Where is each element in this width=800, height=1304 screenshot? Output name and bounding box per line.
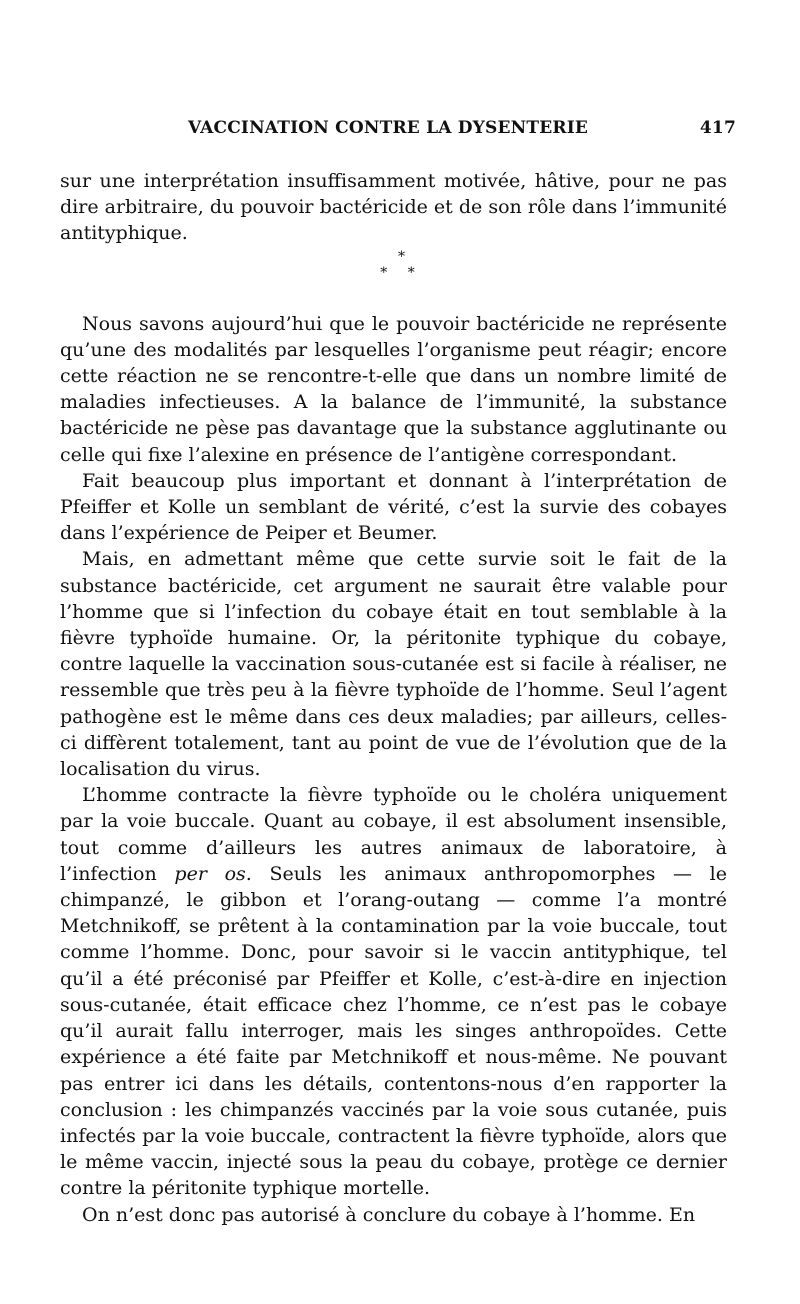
paragraph-2: Nous savons aujourd’hui que le pouvoir bactéricide ne représente qu’une des modalités par lesquelles l’organisme peut réagir; encore cette réaction ne se rencontre-t-elle que dans un nombre limité de maladies infectieuses. A la balance de l’immunité, la substance bactéricide ne pèse pas davantage que la substance agglutinante ou celle qui fixe l’alexine en présence de l’antigène correspondant. <box>60 312 727 466</box>
running-title: VACCINATION CONTRE LA DYSENTERIE <box>188 118 589 138</box>
separator-stars-bottom: * * <box>380 264 423 281</box>
paragraph-3: Fait beaucoup plus important et donnant à l’interprétation de Pfeiffer et Kolle un semblant de vérité, c’est la survie des cobayes dans l’expérience de Peiper et Beumer. <box>60 469 727 545</box>
page-number: 417 <box>699 118 736 138</box>
running-header <box>60 118 740 144</box>
separator-star-top: * <box>398 248 405 265</box>
paragraph-5-italic: per os <box>174 862 246 885</box>
paragraph-4: Mais, en admettant même que cette survie soit le fait de la substance bactéricide, cet argument ne saurait être valable pour l’homme que si l’infection du cobaye était en tout semblable à la fièvre typhoïde humaine. Or, la péritonite typhique du cobaye, contre laquelle la vaccination sous-cutanée est si facile à réaliser, ne ressemble que très peu à la fièvre typhoïde de l’homme. Seul l’agent pathogène est le même dans ces deux maladies; par ailleurs, celles-ci diffèrent totalement, tant au point de vue de l’évolution que de la localisation du virus. <box>60 548 727 781</box>
section-separator <box>372 249 432 297</box>
paragraph-5-part-2: . Seuls les animaux anthropomorphes — le chimpanzé, le gibbon et l’orang-outang — comme l’a montré Metchnikoff, se prêtent à la contamination par la voie buccale, tout comme l’homme. Donc, pour savoir si le vaccin antityphique, tel qu’il a été préconisé par Pfeiffer et Kolle, c’est-à-dire en injection sous-cutanée, était efficace chez l’homme, ce n’est pas le cobaye qu’il aurait fallu interroger, mais les singes anthropoïdes. Cette expérience a été faite par Metchnikoff et nous-même. Ne pouvant pas entrer ici dans les détails, contentons-nous d’en rapporter la conclusion : les chimpanzés vaccinés par la voie sous cutanée, puis infectés par la voie buccale, contractent la fièvre typhoïde, alors que le même vaccin, injecté sous la peau du cobaye, protège ce dernier contre la péritonite typhique mortelle. <box>60 862 728 1200</box>
paragraph-5 <box>60 782 727 1201</box>
paragraph-5-part-1: L’homme contracte la fièvre typhoïde ou le choléra uniquement par la voie buccale. Quant au cobaye, il est absolument insensible, tout comme d’ailleurs les autres animaux de laboratoire, à l’infection <box>60 784 727 885</box>
paragraph-6: On n’est donc pas autorisé à conclure du cobaye à l’homme. En <box>82 1203 696 1226</box>
page-body <box>60 168 727 1228</box>
paragraph-1: sur une interprétation insuffisamment motivée, hâtive, pour ne pas dire arbitraire, du pouvoir bactéricide et de son rôle dans l’immunité antityphique. <box>60 170 727 245</box>
